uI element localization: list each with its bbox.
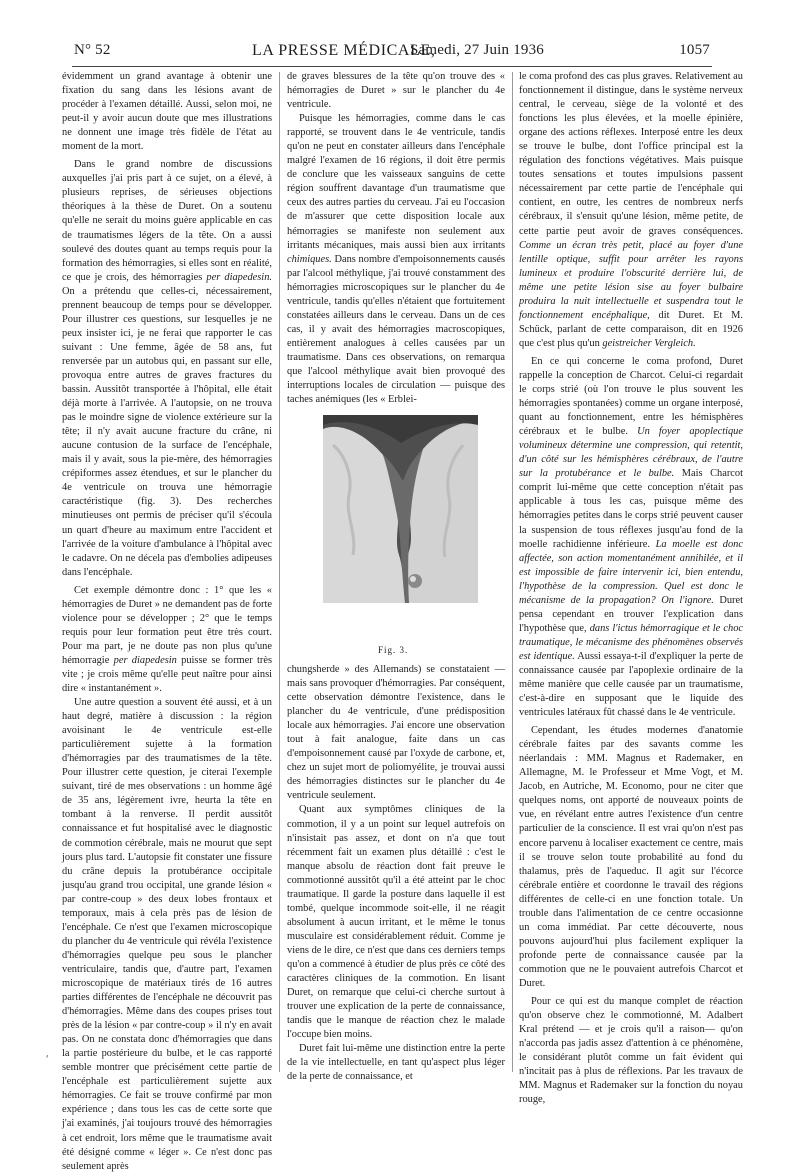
- text-run: chungsherde » des Allemands) se constataient — mais sans provoquer d'hémorragies. Par conséquent, cette observation démontre l'existence, dans le plancher du 4e ventricule, d'une prédisposition locale aux hémorragies. J'ai encore une observation tout à fait analogue, faite dans un cas d'empoisonnement causé par l'oxyde de carbone, et, chez un sujet mort de poliomyélite, je trouvai aussi des hémorragies distinctes sur le plancher du 4e ventricule seulement.: [287, 664, 505, 802]
- header-rule: [72, 66, 712, 67]
- text-run: évidemment un grand avantage à obtenir une fixation du sang dans les lésions avant de procéder à l'examen détaillé. Aussi, selon moi, ne peut-il y avoir aucun doute que mes illustrations ne donnent une image très fidèle de l'état au moment de la mort.: [62, 71, 272, 153]
- italic-run: per diapedesin: [113, 654, 177, 666]
- text-run: le coma profond des cas plus graves. Relativement au fonctionnement il distingue, dans le système nerveux central, le cerveau, siège de la volonté et des fonctions les plus élevées, et la moelle épinière, organe des actions réflexes. Interposé entre les deux se trouve le bulbe, dont l'office principal est la régulation des fonctions végétatives. Mais puisque toutes sensations et toutes impulsions passent nécessairement par cette partie de l'encéphale qui contient, en outre, les centres de nombreux nerfs cérébraux, il s'ensuit qu'une lésion, même petite, de cette partie peut avoir de graves conséquences.: [519, 71, 743, 237]
- column-3: [519, 70, 743, 1107]
- text-run: En ce qui concerne le coma profond, Duret rappelle la conception de Charcot. Celui-ci regardait le corps strié (où l'on trouve le plus souvent les hémorragies spontanées) comme un organe interposé, quant au fonctionnement, entre les hémisphères cérébraux et le bulbe.: [519, 355, 743, 438]
- column-2-bottom: [287, 663, 505, 1084]
- issue-date: Samedi, 27 Juin 1936: [410, 42, 544, 58]
- italic-run: chimiques.: [287, 253, 332, 265]
- text-run: Cet exemple démontre donc : 1° que les « hémorragies de Duret » ne demandent pas de forte violence pour se développer ; 2° que le temps requis pour leur formation peut être très court. Pour ma part, je ne doute pas non plus qu'une hémorragie: [62, 584, 272, 666]
- italic-run: geistreicher Vergleich.: [602, 337, 696, 349]
- italic-run: dans l'ictus hémorragique et le choc traumatique, le mécanisme des phénomènes observés est identique.: [519, 622, 744, 662]
- paragraph: [287, 70, 505, 112]
- figure-3-photograph: [323, 415, 478, 603]
- brain-stem-photo: [323, 415, 478, 603]
- italic-run: per diapedesin.: [206, 271, 272, 283]
- column-1: [62, 70, 272, 1174]
- paragraph: [287, 112, 505, 407]
- text-run: Duret pensa cependant en trouver l'explication dans l'hypothèse que,: [519, 594, 743, 634]
- column-divider: [279, 72, 280, 1072]
- text-run: Dans nombre d'empoisonnements causés par l'alcool méthylique, j'ai trouvé constamment des hémorragies microscopiques sur le plancher du 4e ventricule, tandis qu'elles n'étaient que fortuitement constatées ailleurs dans le cerveau. Dans un de ces cas, il y avait des hémorragies macroscopiques, entièrement analogues à celles causées par un traumatisme. Dans ces observations, on remarqua que l'alcool méthylique avait bien provoqué des interruptions locales de circulation — puisque des taches anémiques (les « Erblei-: [287, 253, 505, 406]
- italic-run: Comme un écran très petit, placé au foyer d'une lentille optique, suffit pour arrêter les rayons lumineux et produire l'obscurité derrière lui, de même une petite lésion sise au foyer bulbaire produira la nuit intellectuelle et suspendra tout le fonctionnement encéphalique,: [519, 239, 743, 321]
- journal-title: LA PRESSE MÉDICALE,: [252, 42, 436, 59]
- paragraph: [287, 803, 505, 1042]
- text-run: Dans le grand nombre de discussions auxquelles j'ai pris part à ce sujet, on a élevé, à plusieurs reprises, de sérieuses objections théoriques à la thèse de Duret. On a soutenu qu'elle ne serait du moins guère applicable en cas de traumatismes légers de la tête. On a aussi soulevé des doutes quant au temps requis pour la formation des hémorragies, si elles sont en réalité, ce que je crois, des hémorragies: [62, 159, 272, 283]
- italic-run: La moelle est donc affectée, son action momentanément annihilée, et il est impossible de faire intervenir ici, bien entendu, l'hypothèse de la compression. Quel est donc le mécanisme de la propagation? On l'ignore.: [519, 538, 743, 606]
- pencil-mark: ʹ: [46, 1052, 49, 1066]
- page-header: [74, 42, 710, 66]
- text-run: puisse se former très vite ; je crois même qu'elle peut naître pour ainsi dire « instantanément ».: [62, 654, 272, 695]
- column-2-top: [287, 70, 505, 407]
- paragraph: [62, 584, 272, 696]
- text-run: Aussi essaya-t-il d'expliquer la perte de connaissance causée par l'apoplexie ordinaire de la même manière que celle causée par un traumatisme, c'est-à-dire en supposant que le liquide des ventricules latéraux fût chassé dans le 4e ventricule.: [519, 650, 743, 719]
- text-run: de graves blessures de la tête qu'on trouve des « hémorragies de Duret » sur le plancher du 4e ventricule.: [287, 71, 505, 111]
- text-run: Pour ce qui est du manque complet de réaction qu'on observe chez le commotionné, M. Adalbert Kral prétend — et je crois qu'il a raison— qu'on n'accorda pas jadis assez d'attention à ce phénomène, le considérant plutôt comme un fait évident qui n'incitait pas à plus de réflexions. Par les travaux de MM. Magnus et Rademaker sur la fonction du noyau rouge,: [519, 996, 743, 1106]
- text-run: Duret fait lui-même une distinction entre la perte de la vie intellectuelle, en tant qu'aspect plus léger de la perte de connaissance, et: [287, 1043, 505, 1083]
- text-run: Une autre question a souvent été aussi, et à un haut degré, matière à discussion : la région avoisinant le 4e ventricule est-elle particulièrement sujette à la formation d'hémorragies par des traumatismes de la tête. Pour illustrer cette question, je citerai l'exemple suivant, tiré de mes observations : un homme âgé de 35 ans, légèrement ivre, heurta la tête en tombant à la renverse. Il perdit aussitôt connaissance et fut hospitalisé avec le diagnostic de commotion cérébrale, mais ne mourut que sept jours plus tard. L'autopsie fit constater une fissure du crâne depuis la protubérance occipitale jusqu'au grand trou occipital, une grande lésion « par contre-coup » des deux lobes frontaux et temporaux, mais à cela près pas de lésion de l'encéphale. Ce n'est que l'examen microscopique du plancher du 4e ventricule qui révéla l'existence d'hémorragies quelque peu sous le plancher ventriculaire, tandis que, d'autre part, l'examen microscopique de matériaux tirés de 16 autres parties différentes de l'encéphale ne découvrit pas d'hémorragies. Même dans des coupes prises tout près de la lésion « par contre-coup » il n'y en avait pas. On ne constata donc d'hémorragies que dans la partie postérieure du bulbe, et le cas rapporté semble montrer que précisément cette partie de l'encéphale est particulièrement sujette aux hémorragies. Ce fait se trouve confirmé par mon expérience ; dans tous les cas de cette sorte que j'ai examinés, j'ai toujours trouvé des hémorragies à cet endroit, lors même que le traumatisme avait été désigné comme « léger ». Ce n'est donc pas seulement après: [62, 697, 272, 1172]
- paragraph: [519, 70, 743, 351]
- issue-number: N° 52: [74, 42, 111, 58]
- column-divider: [512, 72, 513, 1072]
- text-run: Cependant, les études modernes d'anatomie cérébrale faites par des savants comme les néerlandais : MM. Magnus et Rademaker, en Allemagne, M. le Professeur et Mme Vogt, et M. Jacob, en Autriche, M. Economo, pour ne citer que quelques noms, ont apporté de nouveaux points de vue, en révélant entre autres l'existence d'un centre particulier de la conscience. Il est vrai qu'on n'est pas encore parvenu à localiser exactement ce centre, mais il se trouve selon toute probabilité au fond du thalamus, près de l'aqueduc. Il agit sur l'écorce cérébrale entière et coordonne le travail des régions différentes de celle-ci en une fonction totale. Un trouble dans l'alimentation de ce centre occasionne un coma immédiat. Par cette découverte, nous pouvons aujourd'hui plus facilement expliquer la profonde perte de connaissance causée par la commotion que ne le pouvaient autrefois Charcot et Duret.: [519, 725, 743, 989]
- text-run: Mais Charcot comprit lui-même que cette conception n'était pas applicable à tous les cas, puisque même des hémorragies petites dans le corps strié peuvent causer la suspension de tous réflexes jusqu'au fond de la moelle rachidienne inférieure.: [519, 468, 743, 550]
- text-run: dit Duret. Et M. Schück, parlant de cette comparaison, dit en 1926 que c'est plus qu'un: [519, 309, 743, 349]
- paragraph: [62, 70, 272, 154]
- paragraph: [287, 1042, 505, 1084]
- paragraph: [519, 995, 743, 1107]
- text-run: On a prétendu que celles-ci, nécessairement, prennent beaucoup de temps pour se développer. Pour illustrer ces questions, sur lesquelles je ne peux insister ici, je ne ferai que rapporter le cas suivant : Une femme, âgée de 58 ans, fut renversée par un autobus qui, en passant sur elle, provoqua entre autres de graves fractures du bassin. Aussitôt transportée à l'hôpital, elle était déjà morte à l'arrivée. A l'autopsie, on ne trouva pas le moindre signe de violence extérieure sur la tête; il n'y avait aucune fracture du crâne, ni aucune contusion de la surface de l'encéphale, mais il y avait, sous la pie-mère, des hémorragies crépiformes assez étendues, et sur le plancher du 4e ventricule on trouva une hémorragie caractéristique (fig. 3). Des recherches minutieuses ont permis de préciser qu'il s'écoula un quart d'heure au maximum entre l'accident et l'arrivée de la voiture d'ambulance à l'hôpital avec le cadavre. On ne décela pas d'embolies adipeuses dans l'encéphale.: [62, 285, 272, 578]
- paragraph: [62, 696, 272, 1174]
- page-number: 1057: [679, 42, 710, 58]
- figure-caption: Fig. 3.: [378, 645, 409, 655]
- text-run: Quant aux symptômes cliniques de la commotion, il y a un point sur lequel autrefois on n'insistait pas assez, et dont on n'a que tout récemment fait un examen plus détaillé : c'est le manque absolu de réaction dont fait preuve le commotionné aussitôt qu'il a été atteint par le choc traumatique. Il garde la posture dans laquelle il est tombé, quelque incommode soit-elle, il ne réagit absolument à aucun irritant, et le même le tonus musculaire est considérablement réduit. Comme je viens de le dire, ce n'est que dans ces derniers temps qu'on a commencé à étudier de plus près ce côté des caractères cliniques de la commotion. En lisant Duret, on remarque que celui-ci cherche surtout à trouver une explication de la perte de connaissance, tandis que le manque de réaction chez le malade l'occupe bien moins.: [287, 804, 505, 1041]
- paragraph: [287, 663, 505, 803]
- paragraph: [519, 355, 743, 720]
- paragraph: [62, 158, 272, 579]
- italic-run: Un foyer apoplectique volumineux détermine une compression, qui retentit, d'un côté sur les hémisphères cérébraux, de l'autre sur la protubérance et le bulbe.: [519, 426, 743, 480]
- paragraph: [519, 724, 743, 991]
- text-run: Puisque les hémorragies, comme dans le cas rapporté, se trouvent dans le 4e ventricule, tandis qu'on ne peut en constater ailleurs dans l'encéphale malgré l'examen de 16 régions, il doit être permis de conclure que les vaisseaux sanguins de cette région souffrent davantage d'un traumatisme que ceux des autres parties du cerveau. J'ai eu l'occasion de m'assurer que cette disposition locale aux hémorragies se manifeste non seulement aux irritants mécaniques, mais aussi bien aux irritants: [287, 113, 505, 251]
